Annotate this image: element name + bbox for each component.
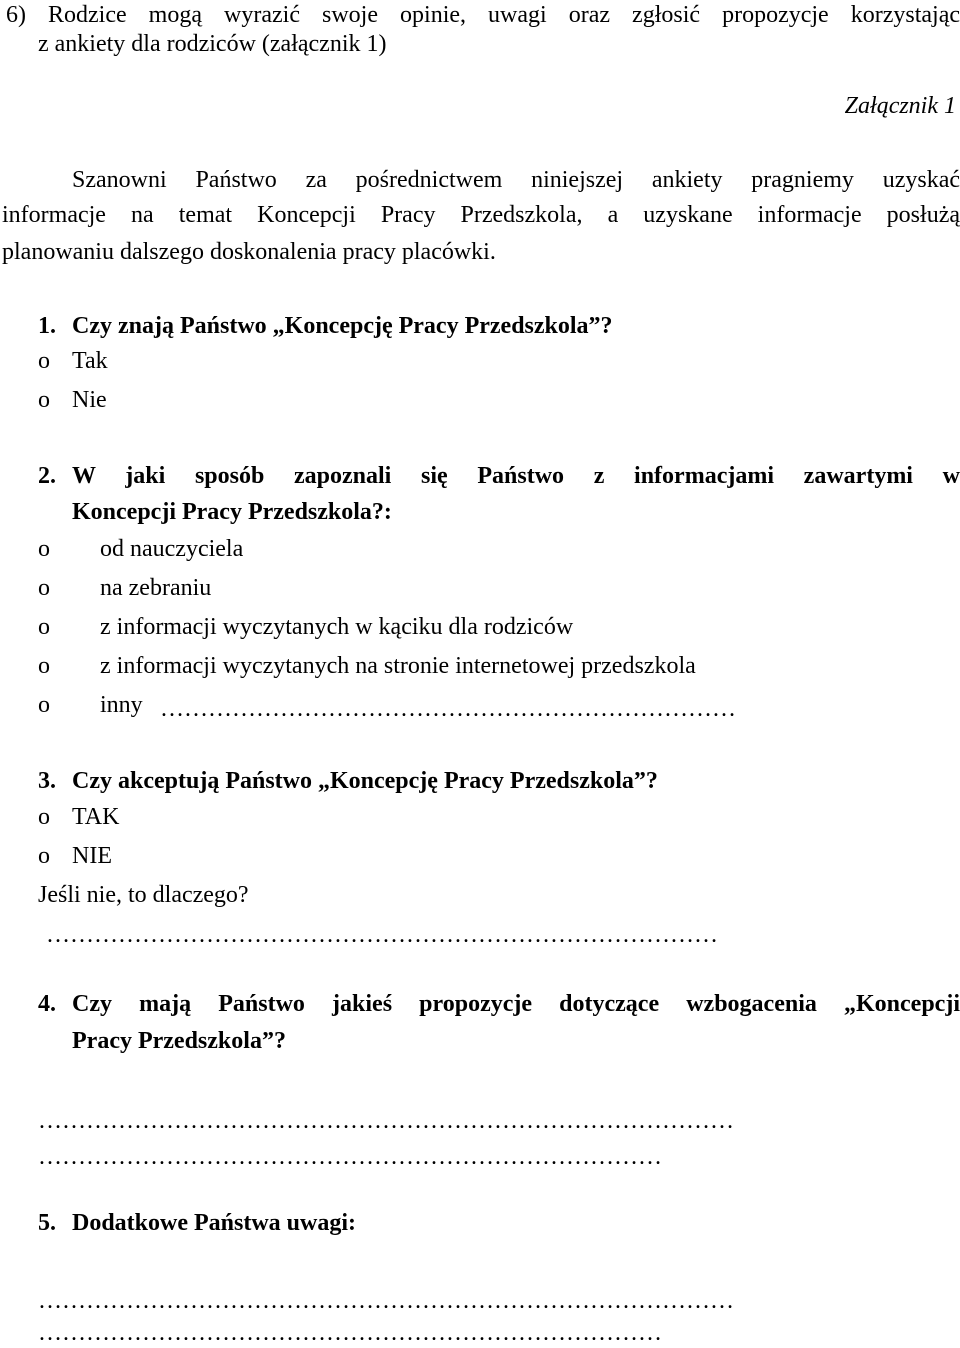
q3-option-label: TAK: [72, 804, 120, 830]
q1-option-bullet[interactable]: o: [38, 348, 50, 374]
q2-option-bullet[interactable]: o: [38, 614, 50, 640]
greeting-line-2: informacje na temat Koncepcji Pracy Przedszkola, a uzyskane informacje posłużą: [2, 202, 960, 228]
q2-option-label: z informacji wyczytanych na stronie internetowej przedszkola: [100, 653, 696, 679]
point-6-line-1: 6) Rodzice mogą wyrazić swoje opinie, uwagi oraz zgłosić propozycje korzystając: [6, 2, 960, 28]
q3-option-bullet[interactable]: o: [38, 804, 50, 830]
q2-option-label: inny: [100, 692, 143, 718]
q2-option-bullet[interactable]: o: [38, 692, 50, 718]
q4-answer-line[interactable]: ……………………………………………………………………………: [38, 1108, 734, 1134]
question-2-text-line-1: W jaki sposób zapoznali się Państwo z informacjami zawartymi w: [72, 463, 960, 489]
q2-other-answer-line[interactable]: ………………………………………………………………: [160, 696, 736, 722]
q5-answer-line[interactable]: ……………………………………………………………………………: [38, 1288, 734, 1314]
greeting-line-3: planowaniu dalszego doskonalenia pracy placówki.: [2, 239, 496, 265]
question-5-text: Dodatkowe Państwa uwagi:: [72, 1210, 357, 1236]
q1-option-label: Tak: [72, 348, 108, 374]
question-4-number: 4.: [38, 991, 56, 1017]
question-1-text: Czy znają Państwo „Koncepcję Pracy Przedszkola”?: [72, 313, 613, 339]
q4-answer-line[interactable]: ……………………………………………………………………: [38, 1144, 662, 1170]
question-5-number: 5.: [38, 1210, 56, 1236]
q1-option-label: Nie: [72, 387, 107, 413]
q2-option-label: od nauczyciela: [100, 536, 244, 562]
q2-option-label: z informacji wyczytanych w kąciku dla rodziców: [100, 614, 574, 640]
question-2-text-line-2: Koncepcji Pracy Przedszkola?:: [72, 499, 392, 525]
q3-why-answer-line[interactable]: …………………………………………………………………………: [46, 922, 718, 948]
attachment-title: Załącznik 1: [844, 93, 956, 119]
greeting-line-1: Szanowni Państwo za pośrednictwem niniejszej ankiety pragniemy uzyskać: [72, 167, 960, 193]
q2-option-bullet[interactable]: o: [38, 653, 50, 679]
question-3-text: Czy akceptują Państwo „Koncepcję Pracy Przedszkola”?: [72, 768, 658, 794]
q3-option-label: NIE: [72, 843, 112, 869]
q2-option-bullet[interactable]: o: [38, 575, 50, 601]
question-2-number: 2.: [38, 463, 56, 489]
q5-answer-line[interactable]: ……………………………………………………………………: [38, 1320, 662, 1346]
q1-option-bullet[interactable]: o: [38, 387, 50, 413]
q2-option-label: na zebraniu: [100, 575, 212, 601]
point-6-line-2: z ankiety dla rodziców (załącznik 1): [38, 31, 387, 57]
question-1-number: 1.: [38, 313, 56, 339]
question-4-text-line-2: Pracy Przedszkola”?: [72, 1028, 286, 1054]
q3-option-bullet[interactable]: o: [38, 843, 50, 869]
q3-why-label: Jeśli nie, to dlaczego?: [38, 882, 249, 908]
question-4-text-line-1: Czy mają Państwo jakieś propozycje dotyczące wzbogacenia „Koncepcji: [72, 991, 960, 1017]
question-3-number: 3.: [38, 768, 56, 794]
q2-option-bullet[interactable]: o: [38, 536, 50, 562]
